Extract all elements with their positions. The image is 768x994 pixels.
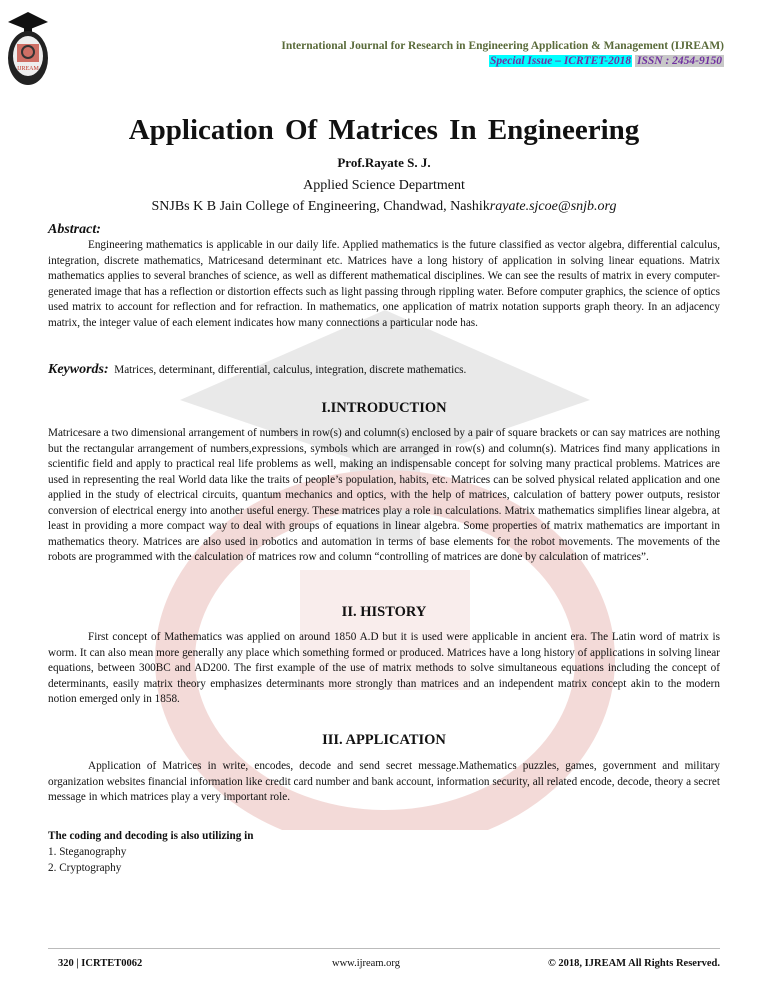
author: Prof.Rayate S. J. — [337, 155, 431, 170]
email: rayate.sjcoe@snjb.org — [489, 199, 617, 214]
special-issue: Special Issue – ICRTET-2018 — [490, 55, 632, 67]
coding-item: 2. Cryptography — [48, 862, 122, 874]
section-heading: II. HISTORY — [341, 604, 427, 620]
coding-item: 1. Steganography — [48, 846, 127, 858]
coding-heading: The coding and decoding is also utilizing in — [48, 830, 254, 842]
ijream-logo — [4, 8, 50, 90]
section-text: Application of Matrices in write, encodes, decode and send secret message.Mathematics puzzles, games, government and military organization websites financial information like credit card number and bank account, information security, all related encode, decode, theory a secret message in which matrices play a very important role. — [48, 760, 720, 803]
svg-text:IJREAM: IJREAM — [17, 66, 39, 72]
footer-copyright: © 2018, IJREAM All Rights Reserved. — [547, 958, 720, 969]
affiliation-line — [0, 199, 768, 215]
department: Applied Science Department — [303, 178, 465, 193]
keywords-label: Keywords: — [48, 362, 109, 377]
section-heading: III. APPLICATION — [322, 732, 446, 748]
section-text: First concept of Mathematics was applied on around 1850 A.D but it is used were applicable in ancient era. The Latin word of matrix is worm. It can also mean more generally any place which something formed or produced. Matrices have a long history of applications in solving linear equations, between 300BC and AD200. The first example of the use of matrix methods to solve simultaneous equations including the concept of determinants, easily matrix theory emphasizes determinants more strongly than matrices and an independent matrix concept akin to the modern notion emerged only in 1858. — [48, 631, 720, 705]
footer-site: www.ijream.org — [332, 958, 400, 969]
footer-divider — [48, 948, 720, 949]
paper-title: Application Of Matrices In Engineering — [128, 114, 640, 146]
keywords-text: Matrices, determinant, differential, calculus, integration, discrete mathematics. — [114, 364, 467, 376]
abstract-text: Engineering mathematics is applicable in our daily life. Applied mathematics is the future classified as vector algebra, differential calculus, integration, discrete mathematics, Matricesand determinant etc. Matrices have a long history of application in solving linear equations. Matrix mathematics applies to several branches of science, as well as different mathematical disciplines. We can see the results of matrix in every computer-generated image that has a reflection or distortion effects such as light passing through rippling water. Before computer graphics, the science of optics used matrix to account for reflection and for refraction. In mathematics, one application of matrix notation supports graph theory. In an adjacency matrix, the integer value of each element indicates how many connections a particular node has. — [48, 239, 720, 329]
issn: ISSN : 2454-9150 — [637, 55, 722, 67]
section-heading: I.INTRODUCTION — [321, 400, 447, 416]
affiliation: SNJBs K B Jain College of Engineering, Chandwad, Nashik — [151, 199, 490, 214]
issue-info — [489, 55, 724, 67]
keywords — [48, 362, 466, 378]
journal-name: International Journal for Research in Engineering Application & Management (IJREAM) — [281, 40, 724, 52]
abstract-label: Abstract: — [48, 222, 101, 237]
section-text: Matricesare a two dimensional arrangement of numbers in row(s) and column(s) enclosed by a pair of square brackets or can say matrices are nothing but the rectangular arrangement of numbers,expressions, symbols which are arranged in row(s) and column(s). Matrices find many applications in scientific field and apply to practical real life problems as well, making an indispensable concept for solving many practical problems. Matrices are used in representing the real World data like the traits of people’s population, habits, etc. Matrices can be solved physical related application and one applied in the study of electrical circuits, quantum mechanics and optics, with the help of matrices, calculation of battery power outputs, resistor conversion of electrical energy into another useful energy. These matrices play a role in calculations. Matrix mathematics simplifies linear algebra, at least in providing a more compact way to deal with groups of equations in linear algebra. Some properties of matrix mathematics are important in mathematics theory. Matrices are also used in robotics and automation in terms of base elements for the robot movements. The movements of the robots are programmed with the calculation of matrices row and column “controlling of matrices are done by calculation of matrices”. — [48, 427, 720, 563]
footer-page: 320 | ICRTET0062 — [58, 958, 143, 969]
